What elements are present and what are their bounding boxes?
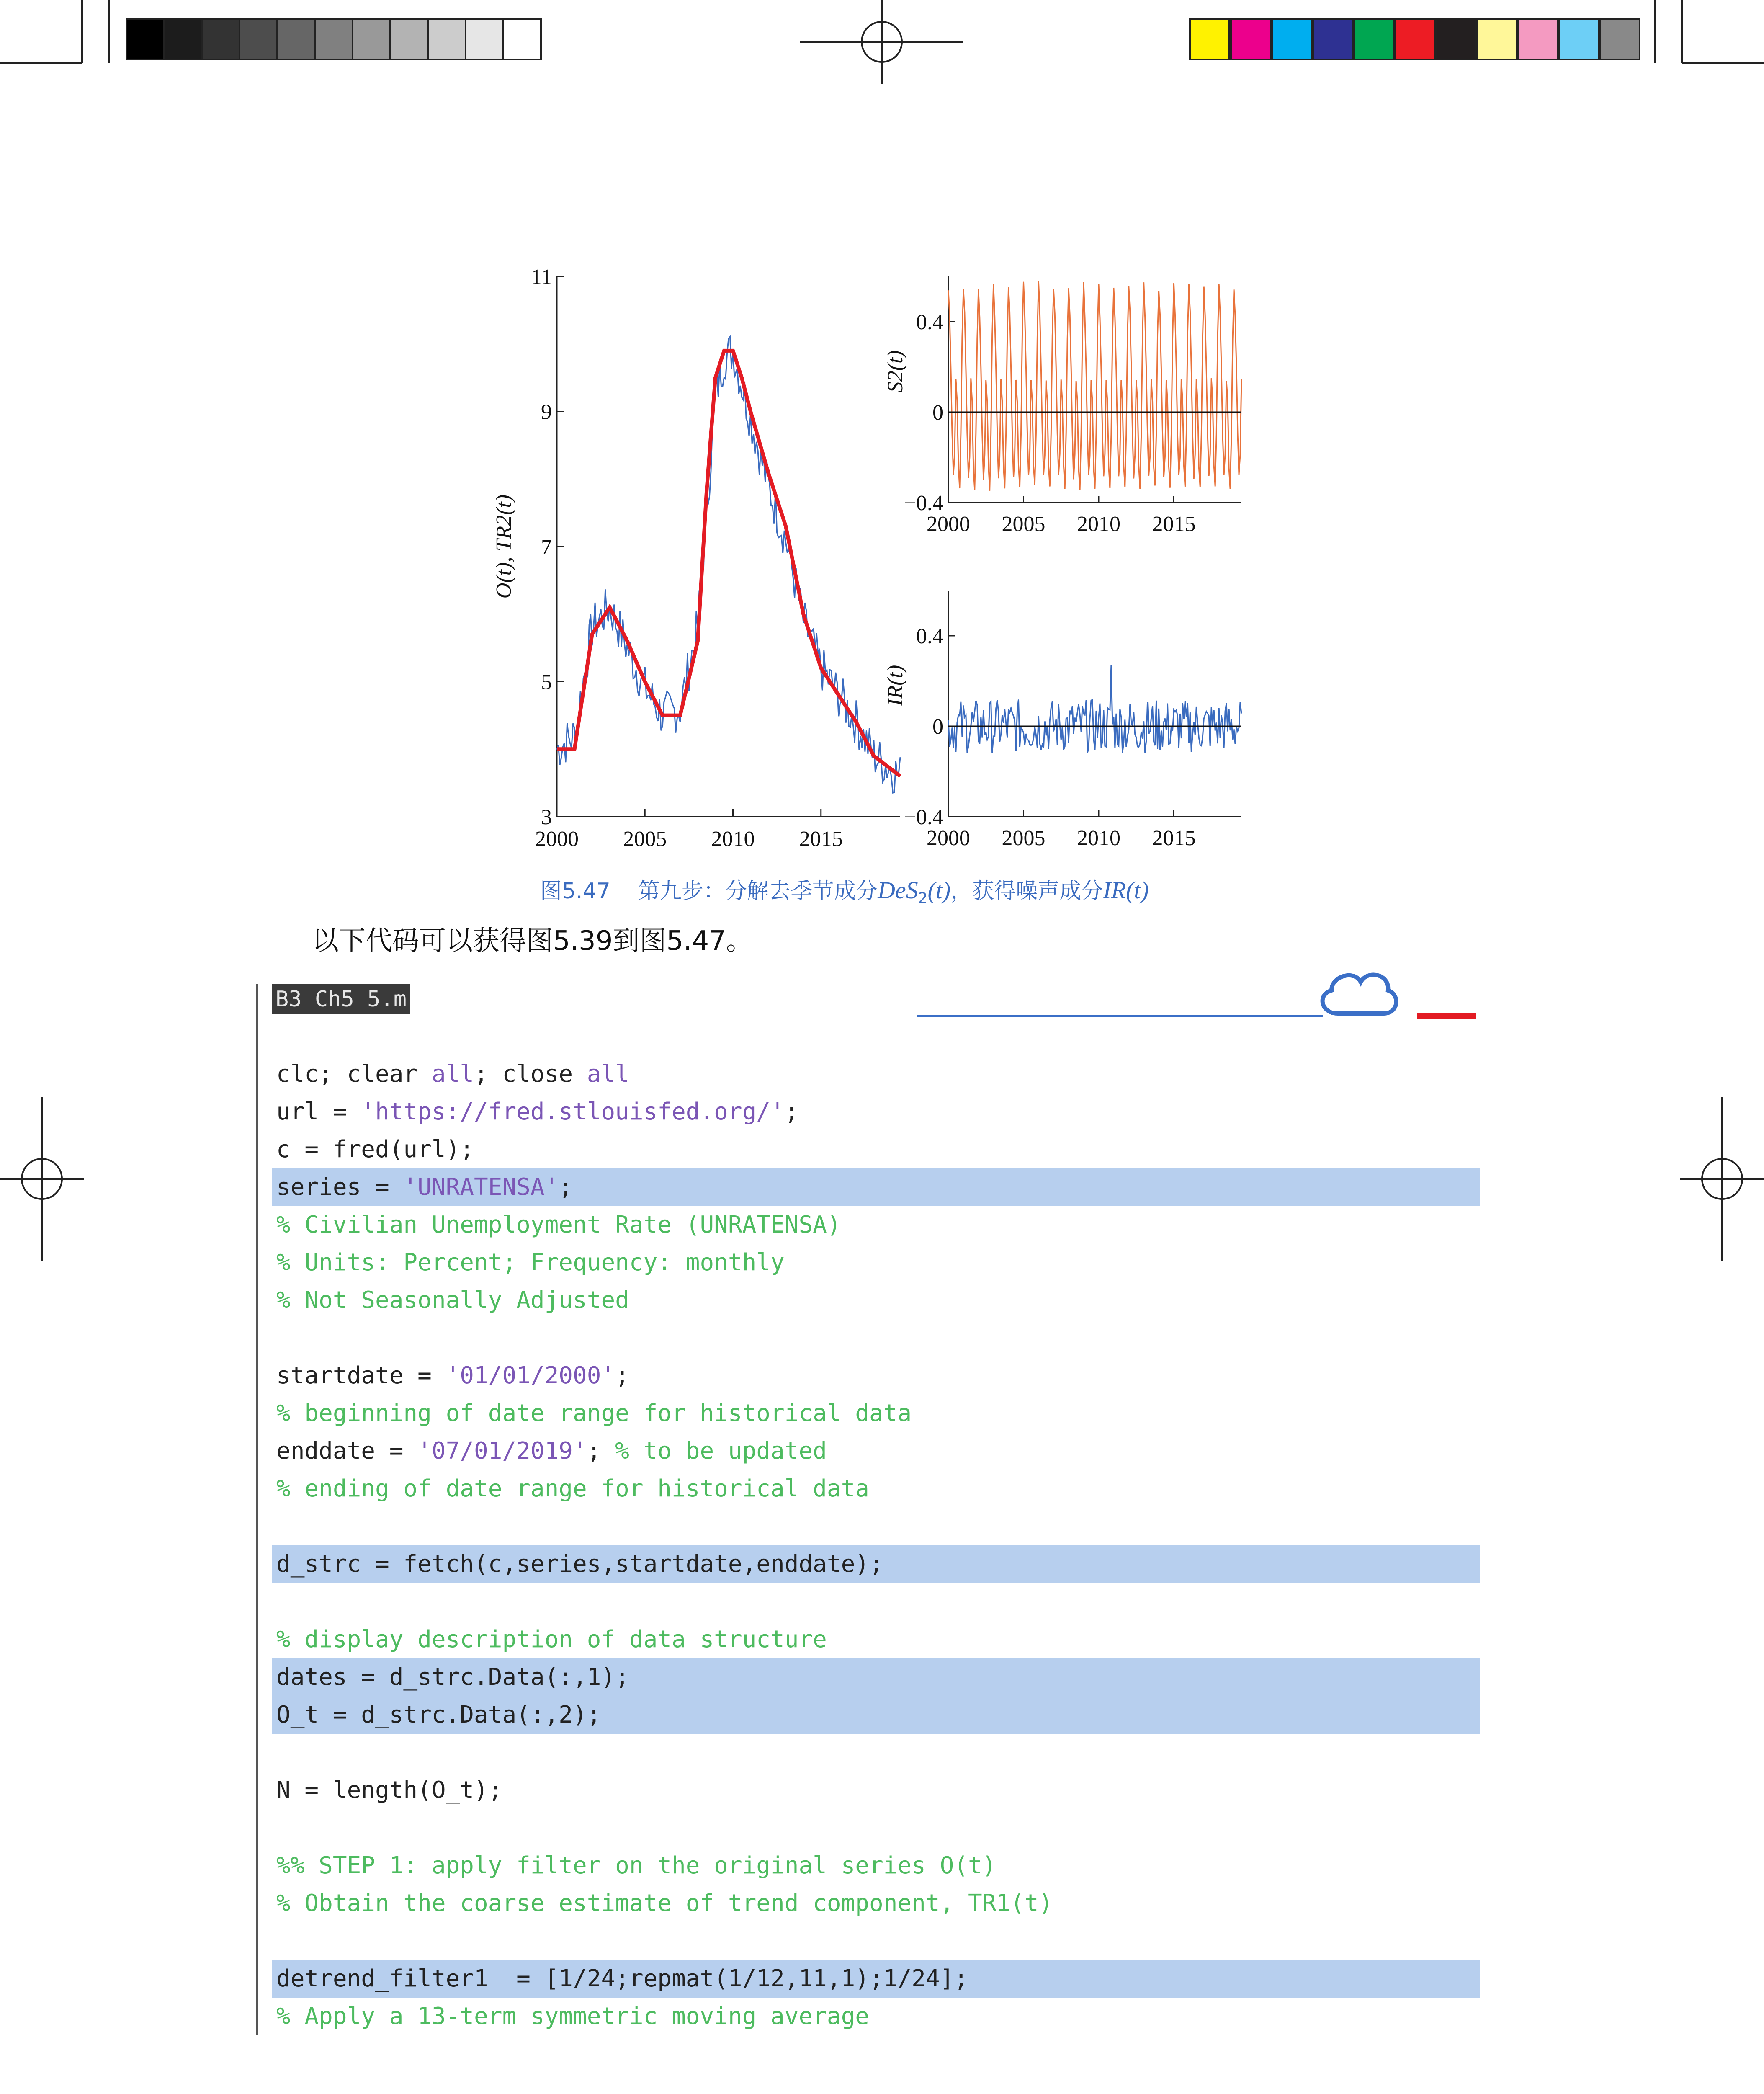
x-tick-label: 2000: [927, 826, 970, 850]
color-swatch: [1599, 18, 1640, 60]
code-token: % ending of date range for historical data: [276, 1475, 870, 1502]
code-token: % display description of data structure: [276, 1626, 827, 1653]
caption-ir: IR(t): [1103, 877, 1149, 904]
code-token: O_t = d_strc.Data(:,2);: [276, 1701, 601, 1728]
code-line: [272, 1809, 1480, 1847]
code-token: startdate =: [276, 1362, 446, 1389]
code-token: d_strc = fetch(c,series,startdate,enddate);: [276, 1550, 883, 1578]
seasonal-chart: [883, 276, 1241, 536]
x-tick-label: 2015: [1152, 826, 1196, 850]
x-tick-label: 2000: [535, 827, 579, 851]
y-axis-label: S2(t): [883, 350, 907, 393]
code-line: [272, 1734, 1480, 1772]
code-token: '07/01/2019': [417, 1437, 587, 1465]
code-token: % Obtain the coarse estimate of trend component, TR1(t): [276, 1890, 1053, 1917]
x-tick-label: 2015: [799, 827, 843, 851]
code-left-rule: [256, 984, 258, 2035]
code-line: [272, 1055, 1480, 1093]
color-swatch: [1271, 18, 1312, 60]
y-tick-label: 0.4: [916, 310, 943, 334]
x-tick-label: 2005: [1002, 512, 1046, 536]
code-line: [272, 1282, 1480, 1319]
code-token: ;: [559, 1173, 573, 1201]
code-line: [272, 1319, 1480, 1357]
x-tick-label: 2010: [1076, 826, 1120, 850]
color-swatch: [1312, 18, 1353, 60]
y-axis-label: O(t), TR2(t): [492, 494, 516, 599]
gray-swatch: [314, 18, 353, 60]
code-line: [272, 1432, 1480, 1470]
code-token: % to be updated: [615, 1437, 827, 1465]
y-tick-label: 7: [541, 535, 552, 559]
color-swatch: [1230, 18, 1271, 60]
gray-swatch: [239, 18, 278, 60]
registration-mark-top: [800, 0, 963, 84]
code-line: [272, 1244, 1480, 1282]
code-line: [272, 1470, 1480, 1508]
code-token: ; close: [474, 1060, 587, 1088]
code-line: [272, 1206, 1480, 1244]
gray-swatch: [465, 18, 504, 60]
code-token: 'https://fred.stlouisfed.org/': [361, 1098, 785, 1125]
code-token: ;: [587, 1437, 615, 1465]
y-tick-label: 11: [530, 265, 552, 289]
code-token: enddate =: [276, 1437, 418, 1465]
gray-swatch: [352, 18, 391, 60]
irregular-series-line: [948, 665, 1241, 753]
code-token: %% STEP 1: apply filter on the original series O(t): [276, 1852, 997, 1879]
color-swatch: [1517, 18, 1558, 60]
gray-swatch: [201, 18, 240, 60]
gray-swatch: [502, 18, 542, 60]
code-token: series =: [276, 1173, 404, 1201]
trend-series-line: [557, 351, 900, 776]
caption-text: 第九步：分解去季节成分: [638, 879, 878, 904]
gray-swatch: [389, 18, 429, 60]
code-line: [272, 1168, 1480, 1206]
code-token: % Not Seasonally Adjusted: [276, 1287, 629, 1314]
y-tick-label: −0.4: [904, 805, 943, 829]
x-tick-label: 2005: [623, 827, 667, 851]
code-token: 'UNRATENSA': [403, 1173, 559, 1201]
y-tick-label: 0.4: [916, 624, 943, 648]
y-tick-label: 3: [541, 805, 552, 829]
x-tick-label: 2000: [927, 512, 970, 536]
y-axis-label: IR(t): [883, 665, 907, 706]
color-swatch: [1476, 18, 1517, 60]
irregular-chart: [883, 591, 1241, 850]
cloud-icon: [1323, 975, 1396, 1013]
code-line: [272, 1395, 1480, 1432]
color-swatch: [1435, 18, 1476, 60]
code-token: % Apply a 13-term symmetric moving average: [276, 2003, 870, 2030]
registration-mark-left: [0, 1097, 84, 1261]
code-line: [272, 1847, 1480, 1885]
code-line: [272, 1658, 1480, 1696]
x-tick-label: 2015: [1152, 512, 1196, 536]
x-tick-label: 2005: [1002, 826, 1046, 850]
y-tick-label: 0: [932, 715, 943, 739]
figure-caption: [540, 873, 1149, 907]
figure-5-47: [461, 251, 1298, 863]
color-swatch: [1394, 18, 1435, 60]
code-line: [272, 1885, 1480, 1922]
observed-series-line: [557, 337, 900, 793]
code-line: [272, 1772, 1480, 1809]
code-token: dates = d_strc.Data(:,1);: [276, 1663, 629, 1691]
code-line: [272, 1960, 1480, 1998]
color-swatch: [1558, 18, 1599, 60]
caption-des-sub: 2: [918, 890, 928, 907]
code-line: [272, 1922, 1480, 1960]
code-token: ;: [784, 1098, 799, 1125]
y-tick-label: −0.4: [904, 491, 943, 515]
code-token: % beginning of date range for historical data: [276, 1400, 912, 1427]
code-line: [272, 1696, 1480, 1734]
code-line: [272, 1545, 1480, 1583]
y-tick-label: 0: [932, 401, 943, 425]
x-tick-label: 2010: [1076, 512, 1120, 536]
code-token: clc; clear: [276, 1060, 432, 1088]
intro-paragraph: 以下代码可以获得图5.39到图5.47。: [312, 926, 753, 957]
code-token: all: [431, 1060, 474, 1088]
y-tick-label: 9: [541, 400, 552, 424]
caption-prefix: 图5.47: [540, 879, 610, 904]
caption-des-arg: (t): [927, 877, 951, 904]
code-line: [272, 1621, 1480, 1658]
code-line: [272, 1357, 1480, 1395]
code-line: [272, 1583, 1480, 1621]
caption-mid: ，获得噪声成分: [950, 879, 1103, 904]
registration-mark-right: [1680, 1097, 1764, 1261]
code-token: N = length(O_t);: [276, 1777, 502, 1804]
code-line: [272, 1508, 1480, 1545]
color-swatch: [1189, 18, 1230, 60]
color-swatch: [1353, 18, 1394, 60]
code-token: ;: [615, 1362, 629, 1389]
code-header-decoration: [913, 955, 1478, 1022]
seasonal-series-line: [948, 281, 1241, 490]
gray-swatch: [276, 18, 316, 60]
gray-swatch: [427, 18, 466, 60]
gray-swatch: [163, 18, 203, 60]
code-token: c = fred(url);: [276, 1136, 474, 1163]
code-token: url =: [276, 1098, 361, 1125]
gray-swatch: [126, 18, 165, 60]
code-token: '01/01/2000': [446, 1362, 615, 1389]
code-line: [272, 1093, 1480, 1131]
code-file-tag: B3_Ch5_5.m: [272, 984, 410, 1014]
code-line: [272, 1131, 1480, 1168]
code-token: % Units: Percent; Frequency: monthly: [276, 1249, 785, 1276]
code-token: detrend_filter1 = [1/24;repmat(1/12,11,1);1/24];: [276, 1965, 968, 1992]
code-token: all: [587, 1060, 629, 1088]
y-tick-label: 5: [541, 670, 552, 694]
trend-chart: [492, 265, 900, 851]
x-tick-label: 2010: [711, 827, 755, 851]
caption-des: DeS: [877, 877, 918, 904]
code-line: [272, 1998, 1480, 2035]
code-token: % Civilian Unemployment Rate (UNRATENSA): [276, 1211, 841, 1238]
